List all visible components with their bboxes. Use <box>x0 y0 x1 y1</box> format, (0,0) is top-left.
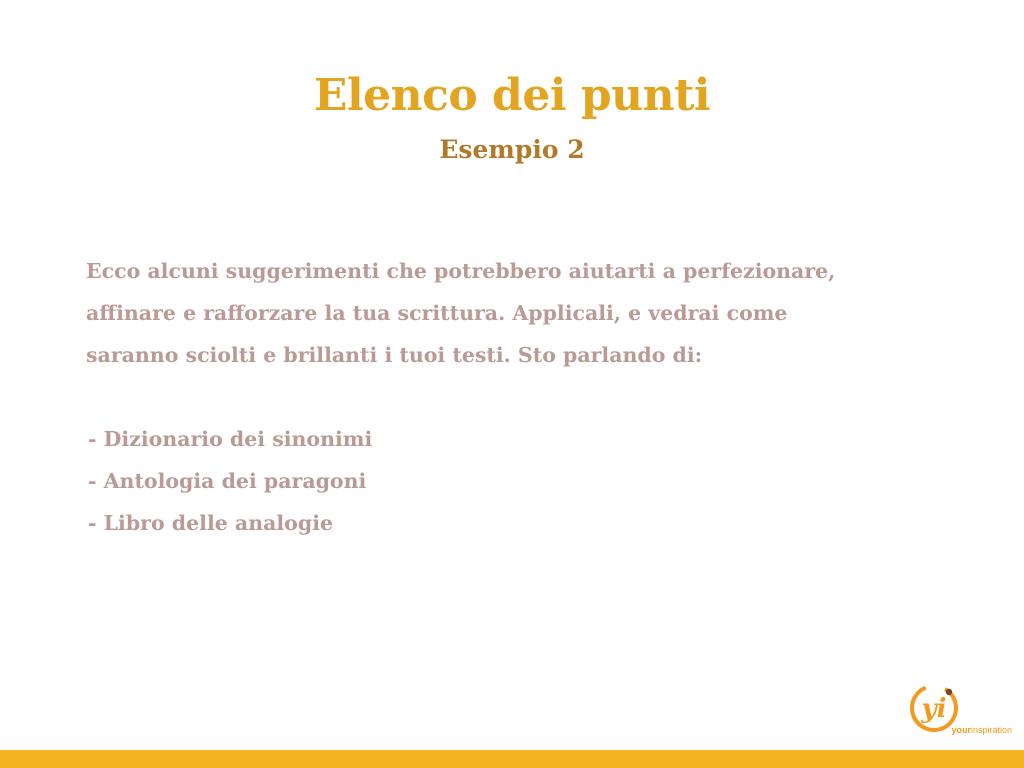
logo-text-your: your <box>951 725 971 735</box>
list-item: - Antologia dei paragoni <box>88 469 367 493</box>
logo-wordmark <box>951 724 1012 736</box>
list-item: - Dizionario dei sinonimi <box>88 427 373 451</box>
brand-logo <box>908 680 1014 742</box>
logo-text-inspiration: inspiration <box>970 725 1012 735</box>
paragraph-line: Ecco alcuni suggerimenti che potrebbero aiutarti a perfezionare, <box>86 259 836 283</box>
slide-subtitle: Esempio 2 <box>439 135 585 164</box>
paragraph-line: saranno sciolti e brillanti i tuoi testi. Sto parlando di: <box>86 343 703 367</box>
logo-mark-text: yi <box>921 694 947 724</box>
resource-list <box>88 418 372 544</box>
slide-title: Elenco dei punti <box>313 70 711 121</box>
list-item: - Libro delle analogie <box>88 511 334 535</box>
intro-paragraph <box>86 250 966 376</box>
paragraph-line: affinare e rafforzare la tua scrittura. Applicali, e vedrai come <box>86 301 788 325</box>
footer-accent-bar <box>0 750 1024 768</box>
